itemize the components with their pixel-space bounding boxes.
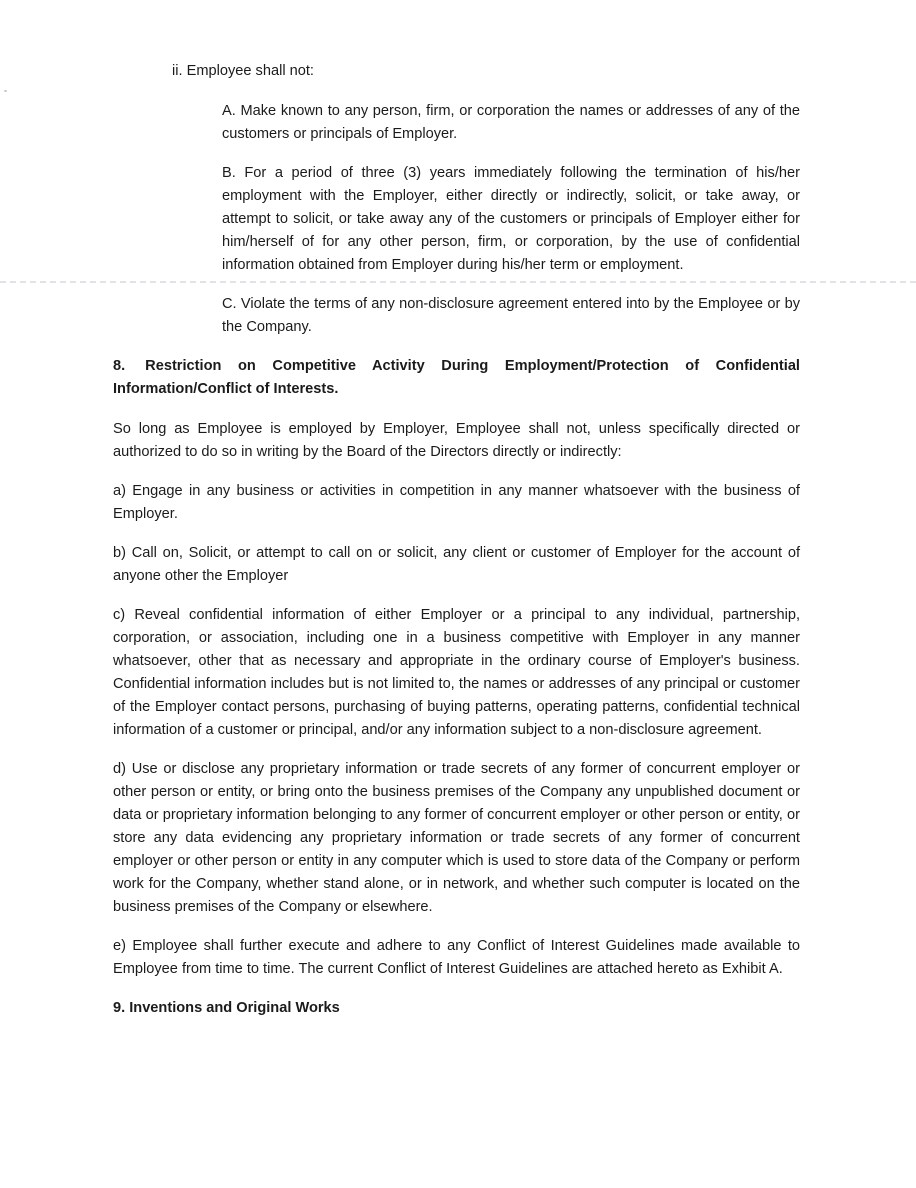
section-8-item-c: c) Reveal confidential information of either Employer or a principal to any individual, partnership, corporation, or association, including one in a business competitive with Employer in any manner whatsoever, other that as necessary and appropriate in the ordinary course of Employer's business. Confidential information includes but is not limited to, the names or addresses of any principal or customer of the Employer contact persons, purchasing of buying patterns, operating patterns, confidential technical information of a customer or principal, and/or any information subject to a non-disclosure agreement. (113, 607, 800, 738)
section-8-number: 8. (113, 358, 126, 374)
section-8-intro: So long as Employee is employed by Employer, Employee shall not, unless specifically directed or authorized to do so in writing by the Board of the Directors directly or indirectly: (113, 421, 800, 460)
clause-ii-label: ii. Employee shall not: (172, 63, 314, 79)
clause-ii-item-a: A. Make known to any person, firm, or corporation the names or addresses of any of the customers or principals of Employer. (222, 103, 800, 142)
section-8-item-d: d) Use or disclose any proprietary information or trade secrets of any former of concurrent employer or other person or entity, or bring onto the business premises of the Company any unpublished document or data or proprietary information belonging to any former of concurrent employer or other person or entity, or store any data evidencing any proprietary information or trade secrets of any former of concurrent employer or other person or entity in any computer which is used to store data of the Company or perform work for the Company, whether stand alone, or in network, and whether such computer is located on the business premises of the Company or elsewhere. (113, 761, 800, 915)
section-8-item-e: e) Employee shall further execute and adhere to any Conflict of Interest Guidelines made available to Employee from time to time. The current Conflict of Interest Guidelines are attached hereto as Exhibit A. (113, 938, 800, 977)
document-content (113, 60, 800, 1036)
section-8-heading (113, 355, 800, 401)
clause-ii-item-b: B. For a period of three (3) years immediately following the termination of his/her employment with the Employer, either directly or indirectly, solicit, or take away, or attempt to solicit, or take away any of the customers or principals of Employer either for him/herself of for any other person, firm, or corporation, by the use of confidential information obtained from Employer during his/her term or employment. (222, 165, 800, 273)
section-8-item-b: b) Call on, Solicit, or attempt to call on or solicit, any client or customer of Employer for the account of anyone other the Employer (113, 545, 800, 584)
section-9-heading: 9. Inventions and Original Works (113, 1000, 340, 1016)
scan-speck (4, 90, 7, 92)
section-8-item-a: a) Engage in any business or activities in competition in any manner whatsoever with the business of Employer. (113, 483, 800, 522)
section-8-title: Restriction on Competitive Activity During Employment/Protection of Confidential Information/Conflict of Interests. (113, 358, 800, 397)
clause-ii-item-c: C. Violate the terms of any non-disclosure agreement entered into by the Employee or by the Company. (222, 296, 800, 335)
